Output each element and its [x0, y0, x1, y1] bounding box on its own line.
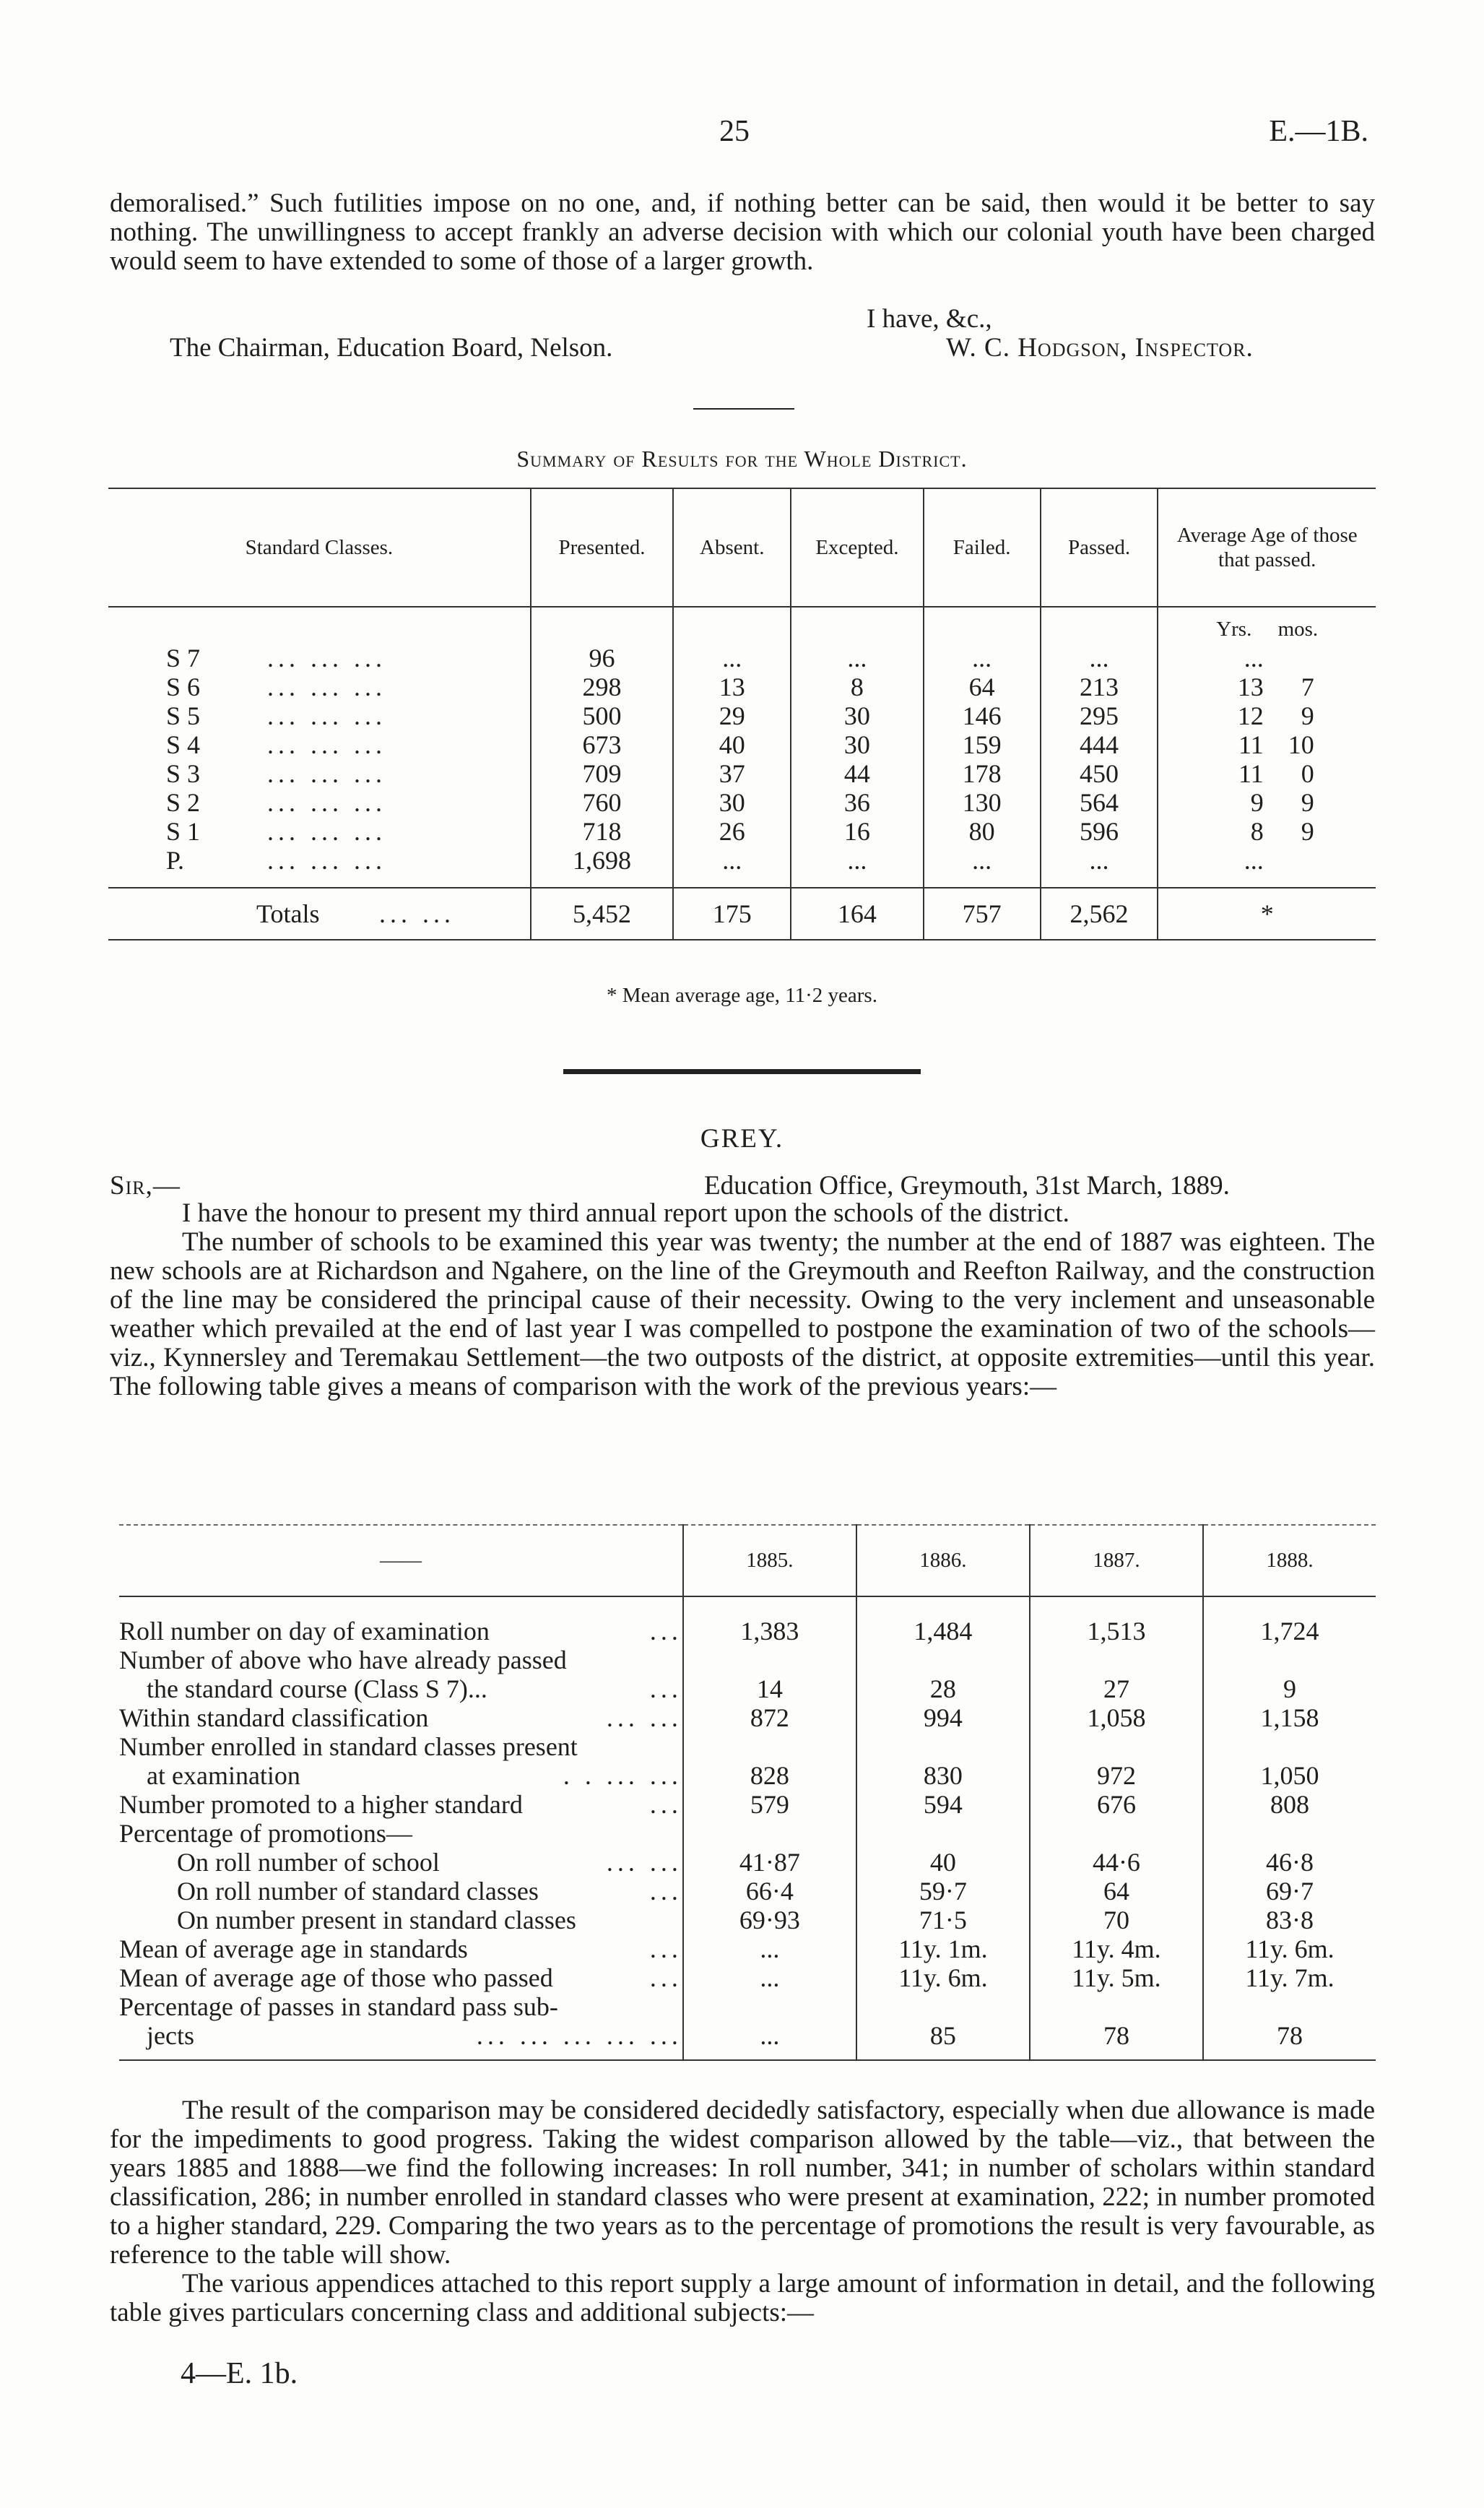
- table-row: [119, 1790, 1376, 1819]
- salutation: Sir,—: [110, 1171, 181, 1201]
- section-heading-grey: GREY.: [700, 1124, 784, 1154]
- table-row: [119, 1674, 1376, 1703]
- col-average-age: Average Age of those that passed.: [1158, 488, 1376, 607]
- value-1887: 64: [1030, 1877, 1203, 1906]
- row-label: at examination: [147, 1761, 300, 1790]
- col-failed: Failed.: [924, 488, 1041, 607]
- value-1888: 1,050: [1203, 1761, 1376, 1790]
- grey-report-discussion: [110, 2096, 1375, 2327]
- summary-footnote: * Mean average age, 11·2 years.: [607, 984, 877, 1007]
- passed-value: 213: [1041, 673, 1158, 701]
- months-unit: mos.: [1277, 618, 1319, 641]
- leader-dots: ... ... ...: [267, 644, 386, 673]
- page-number: 25: [719, 115, 750, 148]
- failed-value: 159: [924, 730, 1041, 759]
- value-1887: [1030, 1646, 1203, 1674]
- value-1886: 11y. 6m.: [856, 1963, 1030, 1992]
- value-1888: [1203, 1992, 1376, 2021]
- presented-value: 760: [531, 788, 674, 817]
- letter-addressee: The Chairman, Education Board, Nelson.: [170, 333, 613, 363]
- value-1888: 808: [1203, 1790, 1376, 1819]
- value-1885: 872: [683, 1703, 856, 1732]
- table-row: [108, 730, 1376, 759]
- row-label: the standard course (Class S 7)...: [147, 1674, 487, 1703]
- total-passed: 2,562: [1041, 888, 1158, 940]
- value-1885: 1,383: [683, 1617, 856, 1646]
- value-1886: 830: [856, 1761, 1030, 1790]
- class-label: S 7: [166, 644, 201, 673]
- value-1888: 46·8: [1203, 1848, 1376, 1877]
- age-months: 0: [1301, 759, 1314, 788]
- value-1885: 828: [683, 1761, 856, 1790]
- row-label: Number of above who have already passed: [119, 1646, 567, 1674]
- age-years: 8: [1250, 817, 1264, 846]
- absent-value: 13: [673, 673, 791, 701]
- short-divider: [693, 408, 794, 410]
- table-row: [119, 1848, 1376, 1877]
- value-1886: 85: [856, 2021, 1030, 2050]
- leader-dots: ... ...: [379, 899, 455, 928]
- presented-value: 718: [531, 817, 674, 846]
- letter-end: [110, 189, 1375, 276]
- value-1885: [683, 1732, 856, 1761]
- failed-value: ...: [924, 644, 1041, 673]
- table-row: [119, 1761, 1376, 1790]
- leader-dots: ...: [649, 1877, 682, 1906]
- summary-header-row: [108, 488, 1376, 607]
- class-label: S 2: [166, 788, 201, 817]
- table-row: [108, 759, 1376, 788]
- col-absent: Absent.: [673, 488, 791, 607]
- total-failed: 757: [924, 888, 1041, 940]
- col-standard-classes: Standard Classes.: [108, 488, 531, 607]
- leader-dots: ... ... ...: [267, 846, 386, 875]
- table-row: [119, 1963, 1376, 1992]
- passed-value: 564: [1041, 788, 1158, 817]
- absent-value: 30: [673, 788, 791, 817]
- excepted-value: 16: [791, 817, 923, 846]
- value-1885: 66·4: [683, 1877, 856, 1906]
- leader-dots: ... ... ... ... ...: [476, 2021, 682, 2050]
- table-row: [119, 1992, 1376, 2021]
- value-1888: 9: [1203, 1674, 1376, 1703]
- value-1887: 78: [1030, 2021, 1203, 2050]
- year-1886: 1886.: [856, 1525, 1030, 1596]
- col-passed: Passed.: [1041, 488, 1158, 607]
- table-row: [119, 1819, 1376, 1848]
- table-row: [108, 701, 1376, 730]
- value-1885: [683, 1646, 856, 1674]
- class-label: P.: [166, 846, 185, 875]
- row-label: Roll number on day of examination: [119, 1617, 490, 1646]
- value-1888: 78: [1203, 2021, 1376, 2050]
- corner-dash: ——: [119, 1525, 683, 1596]
- value-1885: 579: [683, 1790, 856, 1819]
- comparison-table: [119, 1524, 1376, 2061]
- excepted-value: ...: [791, 846, 923, 875]
- leader-dots: ...: [649, 1963, 682, 1992]
- age-months: 9: [1301, 788, 1314, 817]
- table-row: [108, 846, 1376, 875]
- row-label: On roll number of school: [177, 1848, 440, 1877]
- value-1888: 11y. 7m.: [1203, 1963, 1376, 1992]
- presented-value: 709: [531, 759, 674, 788]
- row-label: Percentage of passes in standard pass sub-: [119, 1992, 558, 2021]
- summary-table: [108, 488, 1376, 940]
- summary-title: Summary of Results for the Whole District.: [516, 446, 968, 472]
- value-1885: ...: [683, 2021, 856, 2050]
- row-label: On number present in standard classes: [177, 1906, 576, 1934]
- value-1885: ...: [683, 1934, 856, 1963]
- value-1885: 41·87: [683, 1848, 856, 1877]
- value-1888: 1,158: [1203, 1703, 1376, 1732]
- age-years: 12: [1237, 701, 1264, 730]
- row-label: On roll number of standard classes: [177, 1877, 539, 1906]
- total-age-footnote-mark: *: [1158, 888, 1376, 940]
- class-label: S 6: [166, 673, 201, 701]
- age-months: 7: [1301, 673, 1314, 701]
- value-1885: [683, 1992, 856, 2021]
- absent-value: 26: [673, 817, 791, 846]
- leader-dots: ... ... ...: [267, 788, 386, 817]
- passed-value: 295: [1041, 701, 1158, 730]
- table-row: [119, 1877, 1376, 1906]
- failed-value: 80: [924, 817, 1041, 846]
- value-1886: [856, 1732, 1030, 1761]
- leader-dots: ...: [649, 1790, 682, 1819]
- value-1887: 1,058: [1030, 1703, 1203, 1732]
- leader-dots: ... ...: [606, 1848, 682, 1877]
- page-header: [0, 114, 1484, 157]
- row-label: jects: [147, 2021, 194, 2050]
- failed-value: 130: [924, 788, 1041, 817]
- passed-value: ...: [1041, 644, 1158, 673]
- value-1888: [1203, 1646, 1376, 1674]
- failed-value: 146: [924, 701, 1041, 730]
- presented-value: 500: [531, 701, 674, 730]
- table-row: [119, 1617, 1376, 1646]
- value-1886: 994: [856, 1703, 1030, 1732]
- paragraph: The number of schools to be examined this year was twenty; the number at the end of 1887 was eighteen. The new schools are at Richardson and Ngahere, on the line of the Greymouth and Reefton Railway, and the construction of the line may be considered the principal cause of their necessity. Owing to the very inclement and unseasonable weather which prevailed at the end of last year I was compelled to postpone the examination of two of the schools—viz., Kynnersley and Teremakau Settlement—the two outposts of the district, at opposite extremities—until this year. The following table gives a means of comparison with the work of the previous years:—: [110, 1227, 1375, 1401]
- absent-value: 40: [673, 730, 791, 759]
- excepted-value: 36: [791, 788, 923, 817]
- row-label: Number enrolled in standard classes present: [119, 1732, 578, 1761]
- value-1888: 1,724: [1203, 1617, 1376, 1646]
- table-row: [119, 1703, 1376, 1732]
- comparison-header-row: [119, 1525, 1376, 1596]
- letter-paragraph: demoralised.” Such futilities impose on no one, and, if nothing better can be said, then would it be better to say nothing. The unwillingness to accept frankly an adverse decision with which our colonial youth have been charged would seem to have extended to some of those of a larger growth.: [110, 189, 1375, 276]
- failed-value: 178: [924, 759, 1041, 788]
- table-row: [108, 673, 1376, 701]
- value-1888: [1203, 1819, 1376, 1848]
- value-1888: 69·7: [1203, 1877, 1376, 1906]
- total-presented: 5,452: [531, 888, 674, 940]
- leader-dots: ... ... ...: [267, 817, 386, 846]
- years-unit: Yrs.: [1216, 618, 1252, 641]
- dateline: Education Office, Greymouth, 31st March, 1889.: [704, 1171, 1230, 1201]
- table-row: [119, 2021, 1376, 2050]
- value-1886: [856, 1819, 1030, 1848]
- presented-value: 1,698: [531, 846, 674, 875]
- value-1887: [1030, 1992, 1203, 2021]
- grey-report-intro: [110, 1199, 1375, 1401]
- row-label: Number promoted to a higher standard: [119, 1790, 523, 1819]
- letter-signature: W. C. Hodgson, Inspector.: [946, 333, 1254, 363]
- value-1886: 40: [856, 1848, 1030, 1877]
- presented-value: 298: [531, 673, 674, 701]
- leader-dots: ... ... ...: [267, 701, 386, 730]
- paragraph: I have the honour to present my third annual report upon the schools of the district.: [182, 1198, 1069, 1228]
- table-row: [108, 788, 1376, 817]
- table-row: [119, 1906, 1376, 1934]
- total-absent: 175: [673, 888, 791, 940]
- letter-closing: I have, &c.,: [867, 304, 992, 334]
- col-presented: Presented.: [531, 488, 674, 607]
- value-1885: 69·93: [683, 1906, 856, 1934]
- table-row: [108, 644, 1376, 673]
- sheet-signature-mark: 4—E. 1b.: [181, 2357, 298, 2390]
- col-excepted: Excepted.: [791, 488, 923, 607]
- value-1886: 1,484: [856, 1617, 1030, 1646]
- value-1887: 44·6: [1030, 1848, 1203, 1877]
- section-divider: [563, 1069, 921, 1074]
- excepted-value: 44: [791, 759, 923, 788]
- presented-value: 96: [531, 644, 674, 673]
- table-row: [119, 1732, 1376, 1761]
- excepted-value: 8: [791, 673, 923, 701]
- presented-value: 673: [531, 730, 674, 759]
- leader-dots: ...: [649, 1934, 682, 1963]
- absent-value: ...: [673, 846, 791, 875]
- value-1887: 11y. 4m.: [1030, 1934, 1203, 1963]
- excepted-value: 30: [791, 701, 923, 730]
- value-1887: 11y. 5m.: [1030, 1963, 1203, 1992]
- leader-dots: . . ... ...: [563, 1761, 682, 1790]
- age-years: 11: [1238, 759, 1264, 788]
- class-label: S 1: [166, 817, 201, 846]
- value-1886: [856, 1646, 1030, 1674]
- age-years: 11: [1238, 730, 1264, 759]
- totals-label: Totals: [256, 899, 320, 928]
- value-1886: 594: [856, 1790, 1030, 1819]
- passed-value: 450: [1041, 759, 1158, 788]
- age-months: 9: [1301, 817, 1314, 846]
- year-1887: 1887.: [1030, 1525, 1203, 1596]
- value-1886: 11y. 1m.: [856, 1934, 1030, 1963]
- passed-value: ...: [1041, 846, 1158, 875]
- age-years: 13: [1237, 673, 1264, 701]
- table-row: [108, 817, 1376, 846]
- age-units-row: [108, 607, 1376, 644]
- total-excepted: 164: [791, 888, 923, 940]
- value-1887: 70: [1030, 1906, 1203, 1934]
- value-1887: 27: [1030, 1674, 1203, 1703]
- age-years: ...: [1244, 846, 1264, 875]
- value-1887: [1030, 1819, 1203, 1848]
- value-1886: 71·5: [856, 1906, 1030, 1934]
- paragraph: The various appendices attached to this report supply a large amount of information in detail, and the following table gives particulars concerning class and additional subjects:—: [110, 2269, 1375, 2327]
- value-1886: 28: [856, 1674, 1030, 1703]
- value-1888: 11y. 6m.: [1203, 1934, 1376, 1963]
- class-label: S 3: [166, 759, 201, 788]
- failed-value: ...: [924, 846, 1041, 875]
- leader-dots: ...: [649, 1674, 682, 1703]
- passed-value: 444: [1041, 730, 1158, 759]
- absent-value: ...: [673, 644, 791, 673]
- age-months: 10: [1288, 730, 1314, 759]
- excepted-value: ...: [791, 644, 923, 673]
- age-months: 9: [1301, 701, 1314, 730]
- leader-dots: ... ...: [606, 1703, 682, 1732]
- value-1888: [1203, 1732, 1376, 1761]
- table-row: [119, 1646, 1376, 1674]
- value-1888: 83·8: [1203, 1906, 1376, 1934]
- value-1887: 676: [1030, 1790, 1203, 1819]
- leader-dots: ... ... ...: [267, 673, 386, 701]
- value-1887: 1,513: [1030, 1617, 1203, 1646]
- class-label: S 5: [166, 701, 201, 730]
- row-label: Percentage of promotions—: [119, 1819, 412, 1848]
- excepted-value: 30: [791, 730, 923, 759]
- document-reference: E.—1B.: [1269, 115, 1368, 148]
- totals-row: [108, 888, 1376, 940]
- leader-dots: ... ... ...: [267, 730, 386, 759]
- value-1886: 59·7: [856, 1877, 1030, 1906]
- value-1886: [856, 1992, 1030, 2021]
- value-1885: 14: [683, 1674, 856, 1703]
- value-1885: ...: [683, 1963, 856, 1992]
- row-label: Mean of average age in standards: [119, 1934, 468, 1963]
- year-1885: 1885.: [683, 1525, 856, 1596]
- passed-value: 596: [1041, 817, 1158, 846]
- leader-dots: ...: [649, 1617, 682, 1646]
- absent-value: 37: [673, 759, 791, 788]
- year-1888: 1888.: [1203, 1525, 1376, 1596]
- class-label: S 4: [166, 730, 201, 759]
- row-label: Mean of average age of those who passed: [119, 1963, 553, 1992]
- value-1887: 972: [1030, 1761, 1203, 1790]
- age-years: 9: [1250, 788, 1264, 817]
- row-label: Within standard classification: [119, 1703, 429, 1732]
- failed-value: 64: [924, 673, 1041, 701]
- age-years: ...: [1244, 644, 1264, 673]
- value-1887: [1030, 1732, 1203, 1761]
- leader-dots: ... ... ...: [267, 759, 386, 788]
- absent-value: 29: [673, 701, 791, 730]
- value-1885: [683, 1819, 856, 1848]
- table-row: [119, 1934, 1376, 1963]
- paragraph: The result of the comparison may be considered decidedly satisfactory, especially when due allowance is made for the impediments to good progress. Taking the widest comparison allowed by the table—viz., that between the years 1885 and 1888—we find the following increases: In roll number, 341; in number of scholars within standard classification, 286; in number enrolled in standard classes who were present at examination, 222; in number promoted to a higher standard, 229. Comparing the two years as to the percentage of promotions the result is very favourable, as reference to the table will show.: [110, 2096, 1375, 2270]
